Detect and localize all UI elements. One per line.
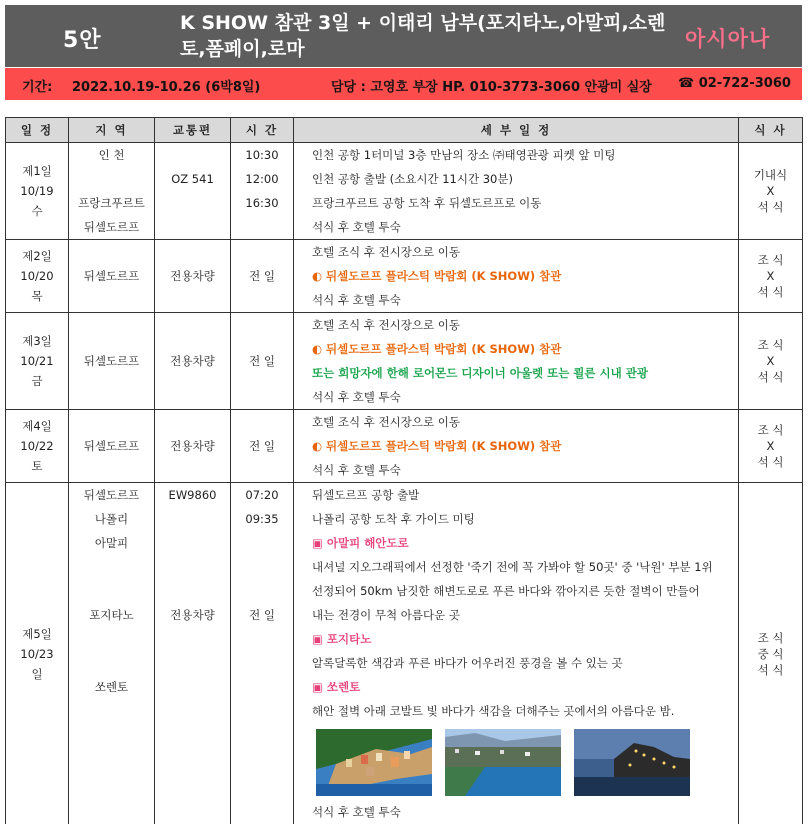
details-cell: 호텔 조식 후 전시장으로 이동 ◐ 뒤셀도르프 플라스틱 박람회 (K SHOW) 참관 석식 후 호텔 투숙 <box>294 410 739 483</box>
sorrento-photo <box>445 729 561 796</box>
table-row <box>6 143 803 240</box>
period-dates: 2022.10.19-10.26 (6박8일) <box>72 80 261 95</box>
meals-cell: 조 식 X 석 식 <box>739 313 803 410</box>
amalfi-coast-photo <box>316 729 432 796</box>
transport-cell: 전용차량 <box>155 240 231 313</box>
region-cell: 인 천 프랑크푸르트 뒤셀도르프 <box>69 143 155 240</box>
transport-cell: EW9860 전용차량 <box>155 483 231 824</box>
day-cell: 제5일 10/23 일 <box>6 483 69 824</box>
photo-strip <box>312 723 738 800</box>
table-row <box>6 410 803 483</box>
meals-cell: 기내식 X 석 식 <box>739 143 803 240</box>
phone-number: ☎ 02-722-3060 <box>678 76 791 91</box>
time-cell: 10:30 12:00 16:30 <box>231 143 294 240</box>
schedule-table <box>5 117 803 824</box>
meals-cell: 조 식 중 식 석 식 <box>739 483 803 824</box>
time-cell: 전 일 <box>231 410 294 483</box>
time-cell: 전 일 <box>231 240 294 313</box>
info-bar <box>5 68 802 100</box>
transport-cell: 전용차량 <box>155 410 231 483</box>
col-header-transport: 교통편 <box>155 118 231 143</box>
col-header-details: 세 부 일 정 <box>294 118 739 143</box>
region-cell: 뒤셀도르프 <box>69 410 155 483</box>
tour-title: K SHOW 참관 3일 + 이태리 남부(포지타노,아말피,소렌토,폼페이,로마 <box>180 12 666 60</box>
table-row <box>6 313 803 410</box>
col-header-meals: 식 사 <box>739 118 803 143</box>
region-cell: 뒤셀도르프 <box>69 313 155 410</box>
region-cell: 뒤셀도르프 나폴리 아말피 포지타노 쏘렌토 <box>69 483 155 824</box>
meals-cell: 조 식 X 석 식 <box>739 240 803 313</box>
col-header-region: 지 역 <box>69 118 155 143</box>
time-cell: 전 일 <box>231 313 294 410</box>
transport-cell: 전용차량 <box>155 313 231 410</box>
day-cell: 제4일 10/22 토 <box>6 410 69 483</box>
col-header-schedule: 일 정 <box>6 118 69 143</box>
header-bar <box>5 5 802 67</box>
positano-night-photo <box>574 729 690 796</box>
time-cell: 07:20 09:35 전 일 <box>231 483 294 824</box>
col-header-time: 시 간 <box>231 118 294 143</box>
meals-cell: 조 식 X 석 식 <box>739 410 803 483</box>
contact-info: 담당 : 고영호 부장 HP. 010-3773-3060 안광미 실장 <box>331 80 652 95</box>
table-row <box>6 240 803 313</box>
day-cell: 제3일 10/21 금 <box>6 313 69 410</box>
details-cell: 호텔 조식 후 전시장으로 이동 ◐ 뒤셀도르프 플라스틱 박람회 (K SHOW) 참관 석식 후 호텔 투숙 <box>294 240 739 313</box>
table-row <box>6 483 803 824</box>
plan-number: 5안 <box>63 28 102 53</box>
details-cell: 호텔 조식 후 전시장으로 이동 ◐ 뒤셀도르프 플라스틱 박람회 (K SHOW) 참관 또는 희망자에 한해 로어몬드 디자이너 아울렛 또는 쾰른 시내 관광 석식 후 호텔 투숙 <box>294 313 739 410</box>
region-cell: 뒤셀도르프 <box>69 240 155 313</box>
airline-brand: 아시아나 <box>685 27 771 51</box>
details-cell: 인천 공항 1터미널 3층 만남의 장소 ㈜태영관광 피켓 앞 미팅 인천 공항 출발 (소요시간 11시간 30분) 프랑크푸르트 공항 도착 후 뒤셀도르프로 이동 석식 후 호텔 투숙 <box>294 143 739 240</box>
day-cell: 제2일 10/20 목 <box>6 240 69 313</box>
day-cell: 제1일 10/19 수 <box>6 143 69 240</box>
table-header-row <box>6 118 803 143</box>
period-label: 기간: <box>22 80 53 95</box>
transport-cell: OZ 541 <box>155 143 231 240</box>
details-cell: 뒤셀도르프 공항 출발 나폴리 공항 도착 후 가이드 미팅 ▣ 아말피 해안도로 내셔널 지오그래픽에서 선정한 '죽기 전에 꼭 가봐야 할 50곳' 중 '낙원' 부분 1위 선정되어 50km 남짓한 해변도로로 푸른 바다와 깎아지른 듯한 절벽이 만들어 내는 전경이 무척 아름다운 곳 ▣ 포지타노 알록달록한 색감과 푸른 바다가 어우러진 풍경을 볼 수 있는 곳 ▣ 쏘렌토 해안 절벽 아래 코발트 빛 바다가 색감을 더해주는 곳에서의 아름다운 밤. 석식 후 호텔 투숙 <box>294 483 739 824</box>
